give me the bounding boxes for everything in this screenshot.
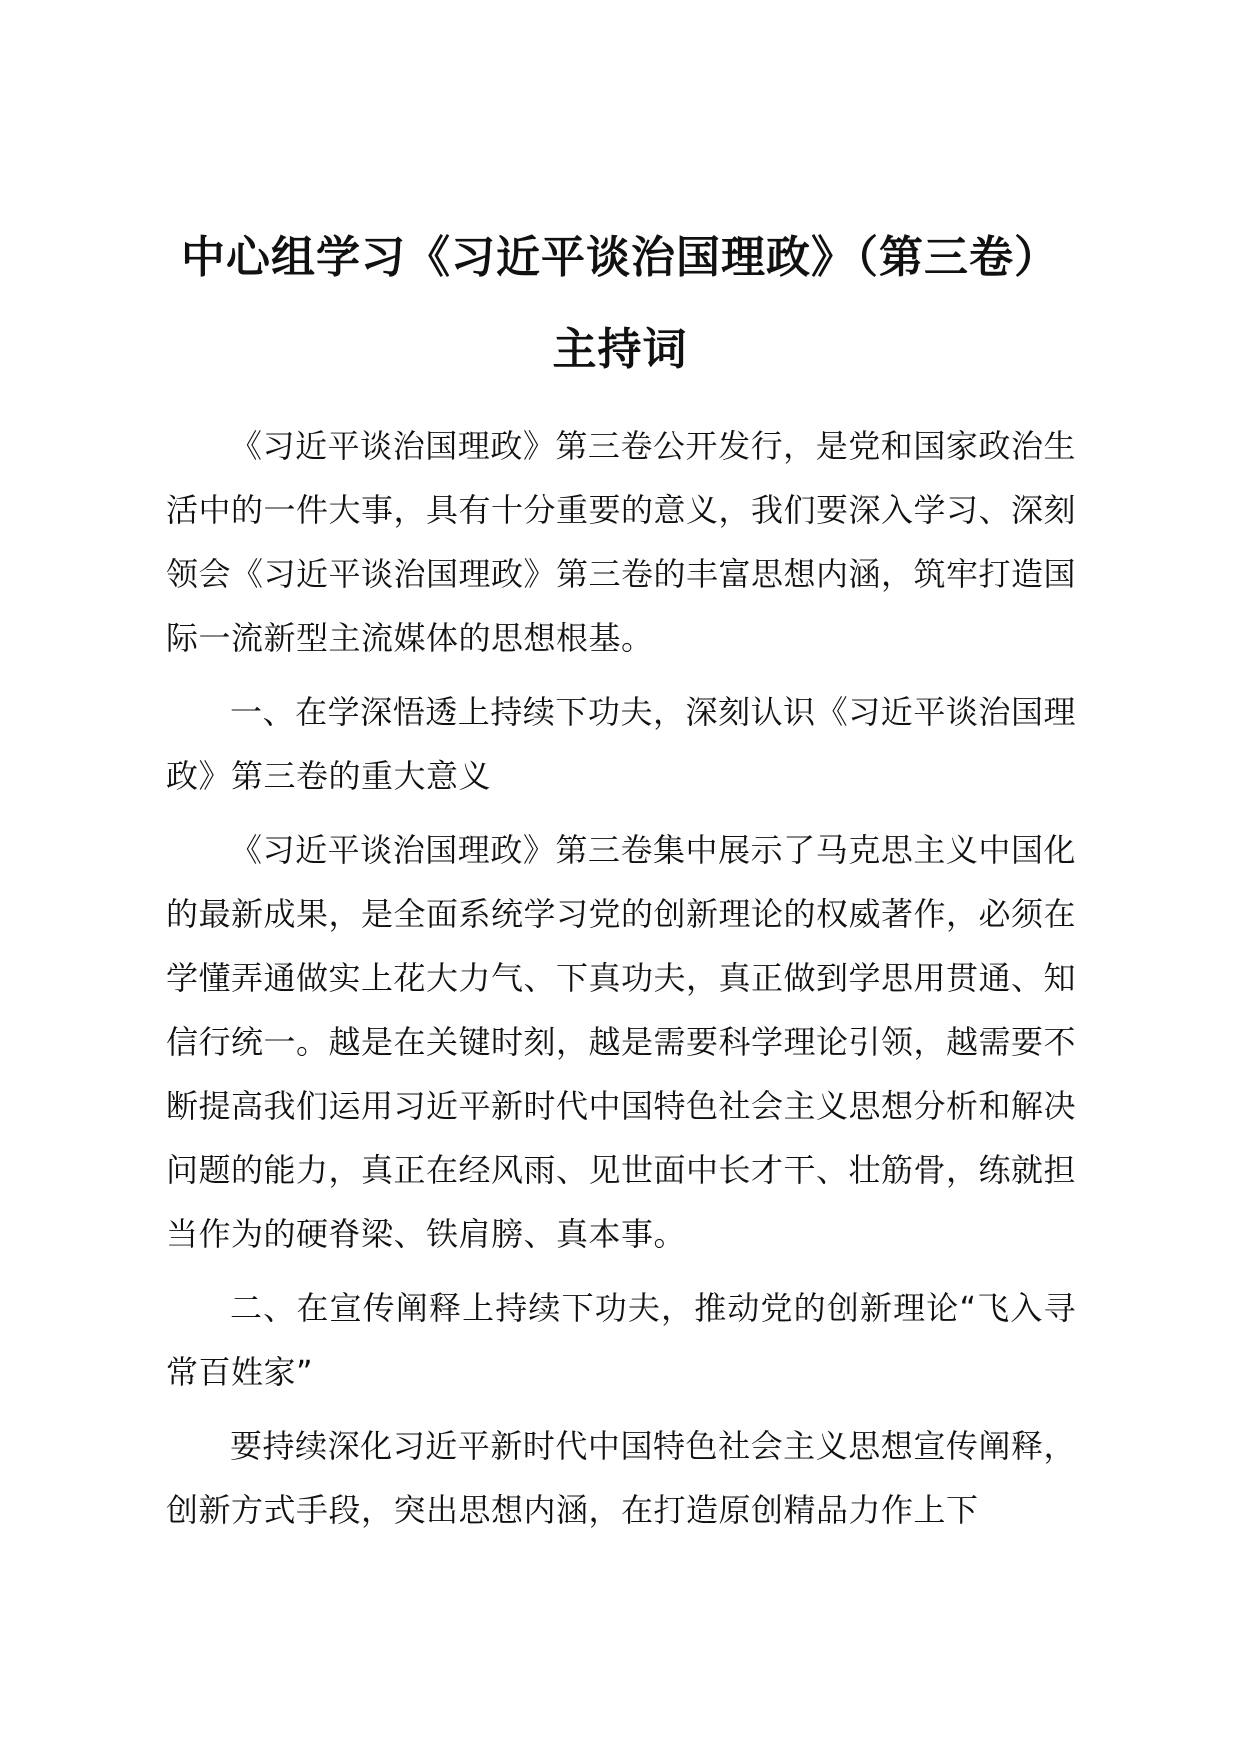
body-paragraph-1: 《习近平谈治国理政》第三卷集中展示了马克思主义中国化的最新成果，是全面系统学习党的创新理论的权威著作，必须在学懂弄通做实上花大力气、下真功夫，真正做到学思用贯通、知信行统一。越是在关键时刻，越是需要科学理论引领，越需要不断提高我们运用习近平新时代中国特色社会主义思想分析和解决问题的能力，真正在经风雨、见世面中长才干、壮筋骨，练就担当作为的硬脊梁、铁肩膀、真本事。 xyxy=(166,831,1077,1253)
section-heading-2: 二、在宣传阐释上持续下功夫，推动党的创新理论“飞入寻常百姓家” xyxy=(166,1289,1076,1391)
section-heading-1: 一、在学深悟透上持续下功夫，深刻认识《习近平谈治国理政》第三卷的重大意义 xyxy=(166,693,1076,795)
intro-paragraph: 《习近平谈治国理政》第三卷公开发行，是党和国家政治生活中的一件大事，具有十分重要的意义，我们要深入学习、深刻领会《习近平谈治国理政》第三卷的丰富思想内涵，筑牢打造国际一流新型主流媒体的思想根基。 xyxy=(166,427,1077,657)
body-paragraph-2: 要持续深化习近平新时代中国特色社会主义思想宣传阐释，创新方式手段，突出思想内涵，在打造原创精品力作上下 xyxy=(166,1427,1076,1529)
document-body xyxy=(166,414,1076,1542)
document-subtitle: 主持词 xyxy=(552,324,688,375)
document-title: 中心组学习《习近平谈治国理政》（第三卷） xyxy=(181,232,1059,283)
